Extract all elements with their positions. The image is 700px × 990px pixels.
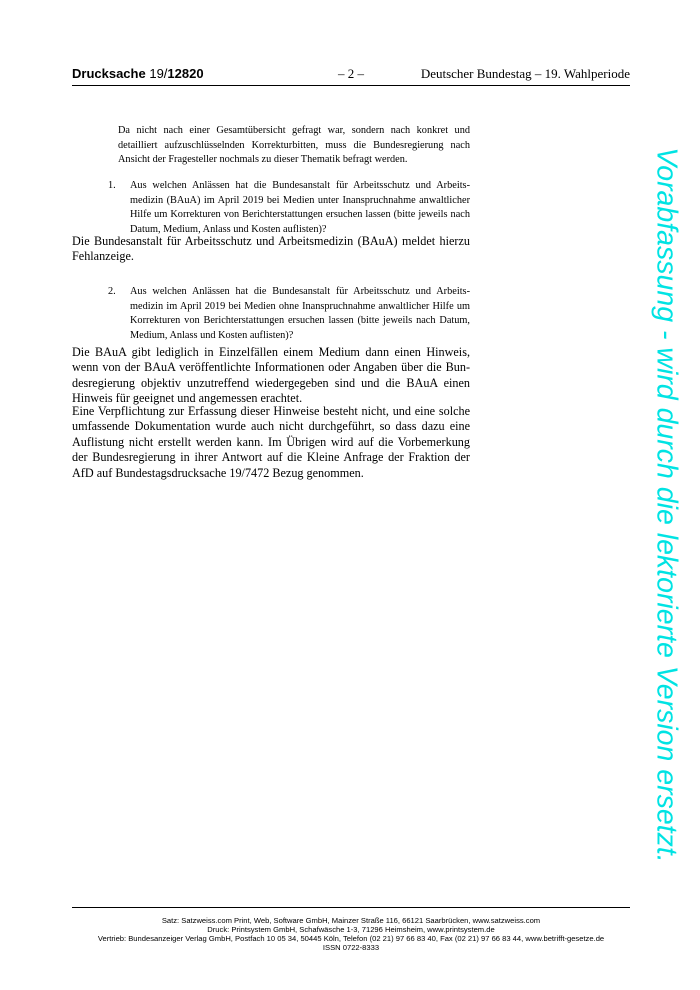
footer-divider bbox=[72, 907, 630, 908]
document-period: 19/ bbox=[149, 66, 168, 81]
page-footer bbox=[72, 916, 630, 952]
question-1 bbox=[108, 179, 470, 238]
question-text: Aus welchen Anlässen hat die Bundesanstalt für Arbeitsschutz und Arbeitsmedizin (BAuA) im April 2019 bei Medien unter Inanspruchnahme anwaltlicher Hilfe um Korrekturen von Berichterstattungen ersuchen lassen (bitte jeweils nach Datum, Medium, Anlass und Kosten auflisten)? bbox=[130, 180, 470, 236]
answer-paragraph: Die Bundesanstalt für Arbeitsschutz und Arbeitsmedizin (BAuA) meldet hierzu Fehlanzeige. bbox=[72, 234, 470, 264]
answer-paragraph: Die BAuA gibt lediglich in Einzelfällen einem Medium dann einen Hinweis, wenn von der BAuA veröffentlichte Informationen oder Angaben über die Bundesregierung objektiv unzutreffend wiedergegeben sind und die BAuA einen Hinweis für geeignet und angemessen erachtet. bbox=[72, 345, 470, 406]
page-number: – 2 – bbox=[338, 66, 364, 81]
answer-paragraph: Eine Verpflichtung zur Erfassung dieser Hinweise besteht nicht, und eine solche umfassende Dokumentation wurde auch nicht durchgeführt, so dass dazu eine Auflistung nicht erstellt werden kann. Im Übrigen wird auf die Vorbemerkung der Bundesregierung in ihrer Antwort auf die Kleine Anfrage der Fraktion der AfD auf Bundestagsdrucksache 19/7472 Bezug genommen. bbox=[72, 404, 470, 480]
publisher: Deutscher Bundestag – 19. Wahlperiode bbox=[420, 66, 630, 81]
question-number: 2. bbox=[108, 286, 116, 297]
footer-line: Druck: Printsystem GmbH, Schafwäsche 1-3, 71296 Heimsheim, www.printsystem.de bbox=[207, 925, 495, 934]
preliminary-version-notice bbox=[650, 110, 682, 900]
document-id: 12820 bbox=[167, 66, 204, 81]
question-text: Aus welchen Anlässen hat die Bundesanstalt für Arbeitsschutz und Arbeitsmedizin im April 2019 bei Medien ohne Inanspruchnahme anwaltlicher Hilfe um Korrekturen von Berichterstattungen ersuchen lassen (bitte jeweils nach Datum, Medium, Anlass und Kosten auflisten)? bbox=[130, 286, 470, 342]
document-label: Drucksache bbox=[72, 66, 146, 81]
footer-line: Vertrieb: Bundesanzeiger Verlag GmbH, Postfach 10 05 34, 50445 Köln, Telefon (02 21) 97 66 83 40, Fax (02 21) 97 66 83 44, www.betrifft-gesetze.de bbox=[97, 934, 605, 943]
question-2 bbox=[108, 285, 470, 344]
header-divider bbox=[72, 85, 630, 86]
watermark-text: Vorabfassung - wird durch die lektorierte Version ersetzt. bbox=[650, 147, 683, 863]
question-number: 1. bbox=[108, 180, 116, 191]
footer-line: ISSN 0722-8333 bbox=[322, 943, 380, 952]
page-header bbox=[72, 66, 630, 84]
footer-line: Satz: Satzweiss.com Print, Web, Software GmbH, Mainzer Straße 116, 66121 Saarbrücken, www.satzweiss.com bbox=[161, 916, 541, 925]
intro-paragraph: Da nicht nach einer Gesamtübersicht gefragt war, sondern nach konkret und detailliert aufzuschlüsselnden Korrekturbitten, muss die Bundesregierung nach Ansicht der Fragesteller nochmals zu dieser Thematik befragt werden. bbox=[118, 125, 470, 166]
